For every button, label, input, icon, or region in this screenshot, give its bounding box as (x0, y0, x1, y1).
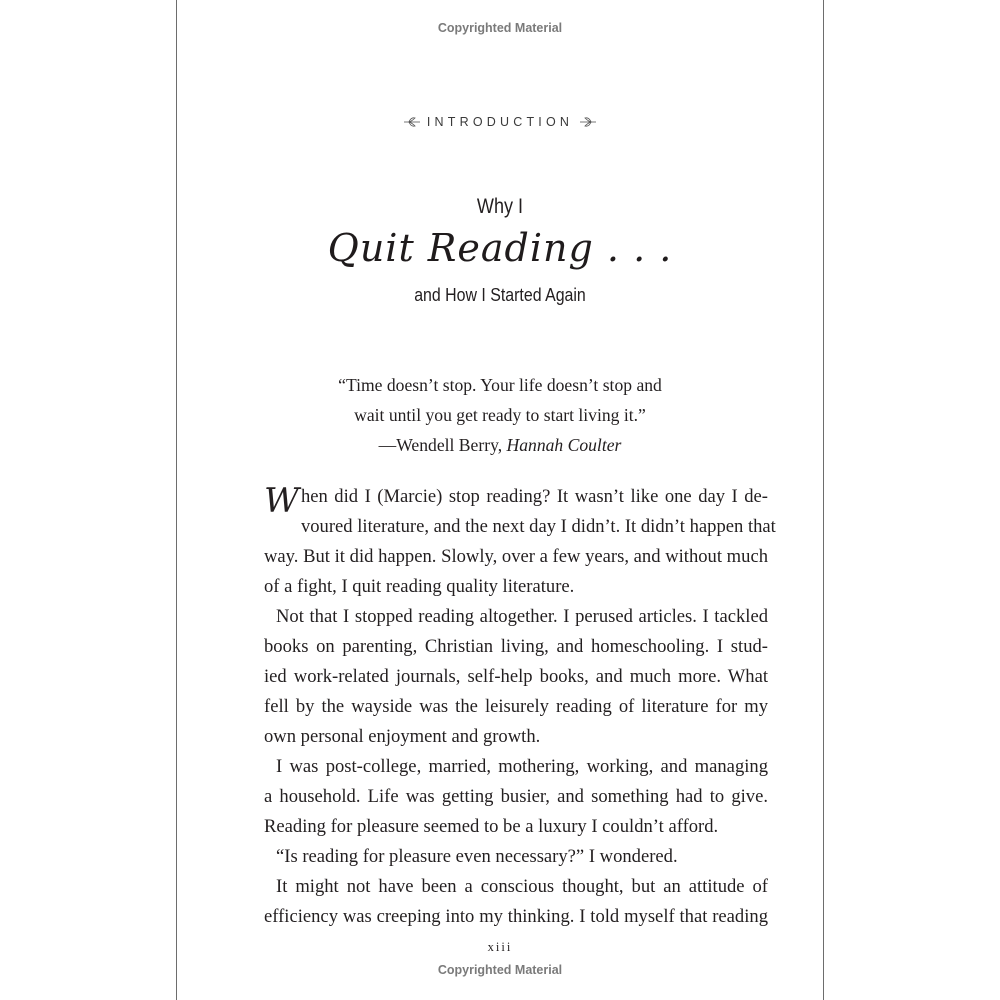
chapter-title-line-3: and How I Started Again (414, 284, 586, 305)
book-page (176, 0, 824, 1000)
text-line: I was post-college, married, mothering, working, and managing (276, 756, 768, 777)
text-line: Not that I stopped reading altogether. I perused articles. I tackled (276, 606, 768, 627)
text-line: a household. Life was getting busier, and something had to give. (264, 786, 768, 807)
paragraph-4 (264, 842, 768, 872)
epigraph-line-2: wait until you get ready to start living it.” (354, 405, 646, 425)
text-line: Reading for pleasure seemed to be a luxury I couldn’t afford. (264, 816, 719, 837)
copyright-watermark-top: Copyrighted Material (437, 21, 563, 35)
page-number: xiii (487, 940, 513, 954)
text-line: way. But it did happen. Slowly, over a few years, and without much (264, 546, 768, 567)
chapter-label-text: INTRODUCTION (426, 115, 574, 129)
copyright-watermark-bottom: Copyrighted Material (437, 963, 563, 977)
chapter-title-line-1: Why I (476, 195, 524, 218)
text-line: efficiency was creeping into my thinking. I told myself that reading (264, 906, 768, 927)
text-line: fell by the wayside was the leisurely reading of literature for my (264, 696, 768, 717)
epigraph-work-title: Hannah Coulter (506, 435, 622, 455)
text-line: When did I (Marcie) stop reading? It wasn’t like one day I de- (264, 481, 768, 521)
body-text (264, 481, 776, 932)
paragraph-1 (264, 481, 776, 602)
text-line: ied work-related journals, self-help books, and much more. What (264, 666, 768, 687)
epigraph-line-1: “Time doesn’t stop. Your life doesn’t stop and (338, 375, 662, 395)
epigraph-attribution (177, 430, 823, 460)
text-line: “Is reading for pleasure even necessary?” I wondered. (276, 846, 678, 867)
paragraph-3 (264, 752, 768, 842)
chapter-title-line-2: Quit Reading . . . (327, 226, 673, 270)
paragraph-2 (264, 602, 768, 752)
paragraph-5 (264, 872, 768, 932)
text-line: own personal enjoyment and growth. (264, 726, 541, 747)
drop-cap: W (264, 481, 299, 521)
chapter-label (177, 115, 823, 129)
text-line: voured literature, and the next day I didn’t. It didn’t happen that (300, 516, 776, 537)
text-line: books on parenting, Christian living, and homeschooling. I stud- (264, 636, 768, 657)
leaf-ornament-icon (579, 116, 597, 128)
text-line: It might not have been a conscious thought, but an attitude of (276, 876, 768, 897)
text-line: of a fight, I quit reading quality literature. (264, 576, 575, 597)
epigraph-author: —Wendell Berry, (378, 435, 507, 455)
epigraph (177, 370, 823, 460)
leaf-ornament-icon (403, 116, 421, 128)
